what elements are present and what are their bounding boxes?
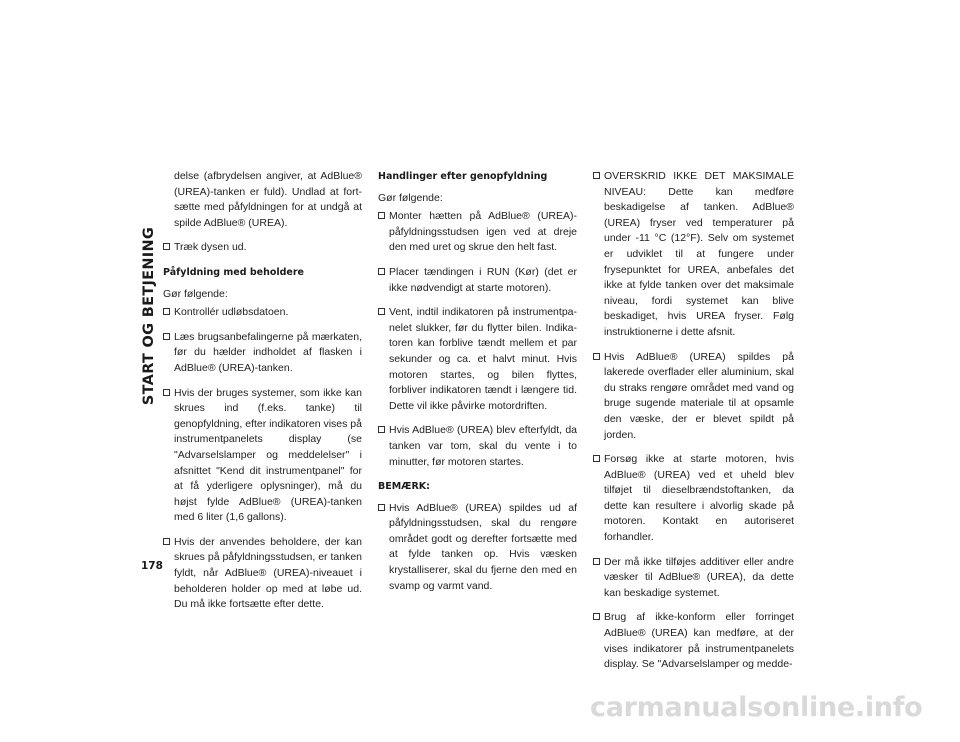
bullet-item: [593, 555, 794, 602]
bullet-text: Læs brugsanbefalingerne på mærkaten, før du hælder indholdet af flasken i AdBlue® (UREA)-tanken.: [174, 330, 362, 374]
page-number: 178: [141, 560, 163, 572]
checkbox-bullet-icon: [593, 172, 600, 179]
checkbox-bullet-icon: [593, 613, 600, 620]
watermark-text: carmanualsonline.info: [590, 692, 923, 723]
checkbox-bullet-icon: [378, 504, 385, 511]
checkbox-bullet-icon: [593, 353, 600, 360]
bullet-text: Der må ikke tilføjes additiver eller andre væsker til AdBlue® (UREA), da dette kan beskadige systemet.: [604, 555, 794, 599]
column-3: [593, 169, 794, 682]
checkbox-bullet-icon: [163, 243, 170, 250]
bullet-text: Hvis der bruges systemer, som ikke kan skrues ind (f.eks. tanke) til genopfyldning, efter indikatoren vises på instrumentpanelets display (se "Advarselslamper og meddelelser" i afsnittet "Kend dit instrumentpanel" for at få yderligere oplysninger), må du højst fylde AdBlue® (UREA)-tanken med 6 liter (1,6 gallons).: [174, 386, 362, 524]
bullet-text: Hvis AdBlue® (UREA) blev efterfyldt, da tanken var tom, skal du vente i to minutter, før motoren startes.: [389, 424, 577, 468]
checkbox-bullet-icon: [378, 212, 385, 219]
checkbox-bullet-icon: [163, 308, 170, 315]
bullet-text: Hvis der anvendes beholdere, der kan skrues på påfyldningsstudsen, er tanken fyldt, når AdBlue® (UREA)-niveauet i beholderen holder op med at løbe ud. Du må ikke fortsætte efter dette.: [174, 535, 362, 611]
bullet-text: Placer tændingen i RUN (Kør) (det er ikke nødvendigt at starte motoren).: [389, 265, 577, 294]
checkbox-bullet-icon: [378, 308, 385, 315]
bullet-item: [163, 535, 362, 613]
checkbox-bullet-icon: [163, 333, 170, 340]
bullet-item: [163, 305, 362, 321]
bullet-text: Monter hætten på AdBlue® (UREA)-påfyldningsstudsen igen ved at dreje den med uret og skrue den helt fast.: [389, 210, 577, 254]
bullet-item: [378, 265, 577, 296]
bullet-text: Hvis AdBlue® (UREA) spildes ud af påfyldningsstudsen, skal du rengøre området godt og derefter fortsætte med at fylde tanken op. Hvis væsken krystalliserer, skal du fjerne den med en svamp og varmt vand.: [389, 501, 577, 592]
bullet-text: OVERSKRID IKKE DET MAKSIMALE NIVEAU: Dette kan medføre beskadigelse af tanken. AdBlue® (UREA) fryser ved temperaturer på under -11 °C (12°F). Selv om systemet er udviklet til at fungere under frysepunktet for UREA, anbefales det ikke at fylde tanken over det maksimale niveau, fordi systemet kan blive beskadiget, hvis UREA fryser. Følg instruktionerne i dette afsnit.: [604, 170, 794, 338]
bullet-item: [593, 350, 794, 444]
bullet-text: Forsøg ikke at starte motoren, hvis AdBlue® (UREA) ved et uheld blev tilføjet til dieselbrændstoftanken, da dette kan resultere i alvorlig skade på motoren. Kontakt en autoriseret forhandler.: [604, 453, 794, 544]
bullet-item: [378, 209, 577, 256]
bullet-text: Hvis AdBlue® (UREA) spildes på lakerede overflader eller aluminium, skal du straks rengøre området med vand og bruge sugende materiale til at opsamle den væske, der er blevet spildt på jorden.: [604, 350, 794, 441]
bullet-text: Vent, indtil indikatoren på instrumentpanelet slukker, før du flytter bilen. Indikatoren kan forblive tændt mellem et par sekunder og ca. et halvt minut. Hvis motoren startes, og bilen flyttes, forbliver indikatoren tændt i længere tid. Dette vil ikke påvirke motordriften.: [389, 306, 577, 412]
intro-text: Gør følgende:: [163, 287, 228, 300]
bullet-text: Brug af ikke-konform eller forringet AdBlue® (UREA) kan medføre, at der vises indikatorer på instrumentpanelets display. Se "Advarselslamper og medde-: [604, 611, 794, 671]
section-title-text: START OG BETJENING: [141, 226, 157, 406]
bullet-item: [378, 501, 577, 595]
bullet-item: [593, 610, 794, 672]
column-1: [163, 169, 362, 622]
section-side-title: [139, 170, 159, 462]
section-heading: Påfyldning med beholdere: [163, 266, 305, 278]
checkbox-bullet-icon: [378, 268, 385, 275]
checkbox-bullet-icon: [378, 426, 385, 433]
bullet-item: [593, 452, 794, 546]
bullet-item: [593, 169, 794, 341]
continued-paragraph: delse (afbrydelsen angiver, at AdBlue® (UREA)-tanken er fuld). Undlad at fortsætte med påfyldningen for at undgå at spilde AdBlue® (UREA).: [174, 170, 362, 229]
bullet-text: Kontrollér udløbsdatoen.: [174, 306, 289, 319]
bullet-item: [163, 330, 362, 377]
bullet-item: [163, 240, 362, 256]
column-2: [378, 169, 577, 603]
bullet-item: [378, 305, 577, 414]
checkbox-bullet-icon: [163, 389, 170, 396]
note-heading: BEMÆRK:: [378, 481, 430, 493]
checkbox-bullet-icon: [163, 538, 170, 545]
intro-text: Gør følgende:: [378, 191, 443, 204]
section-heading: Handlinger efter genopfyldning: [378, 171, 548, 182]
bullet-text: Træk dysen ud.: [174, 241, 247, 254]
bullet-item: [163, 386, 362, 526]
checkbox-bullet-icon: [593, 558, 600, 565]
bullet-item: [378, 423, 577, 470]
checkbox-bullet-icon: [593, 455, 600, 462]
